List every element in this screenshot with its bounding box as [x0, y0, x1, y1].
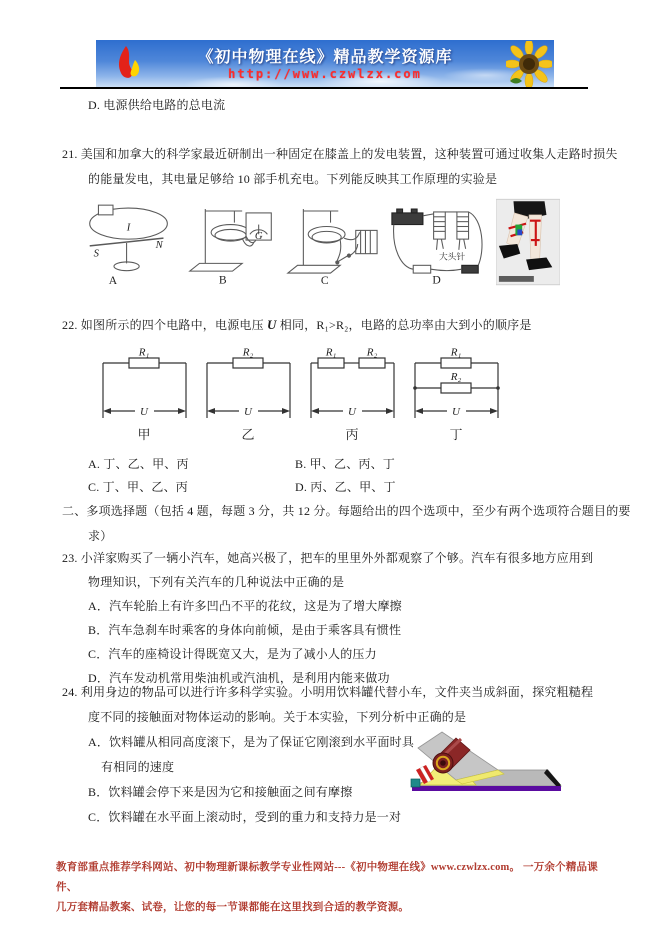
q24-option-b: B．饮料罐会停下来是因为它和接触面之间有摩擦 [88, 785, 353, 799]
figure-21a-oersted-experiment [80, 198, 177, 288]
footer-line-2: 几万套精品教案、试卷，让您的每一节课都能在这里找到合适的教学资源。 [56, 902, 410, 913]
q24-option-a: A．饮料罐从相同高度滚下，是为了保证它刚滚到水平面时具有相同的速度 [88, 735, 415, 774]
q23-option-d: D．汽车发动机常用柴油机或汽油机，是利用内能来做功 [88, 671, 390, 685]
circuit-bing-label: 丙 [345, 427, 359, 442]
pin-label: 大头针 [439, 251, 466, 262]
option-20d: D. 电源供给电路的总电流 [88, 98, 226, 112]
site-logo-icon [110, 43, 148, 83]
question-22-options-row2 [62, 475, 602, 498]
figure-label-d: D [432, 273, 441, 287]
q22-option-b: B. 甲、乙、丙、丁 [295, 457, 396, 471]
figure-label-c: C [320, 273, 329, 287]
circuit-yi [200, 348, 297, 444]
question-23-stem: 23. 小洋家购买了一辆小汽车，她高兴极了，把车的里里外外都观察了个够。汽车有很多地方应用到物理知识，下列有关汽车的几种说法中正确的是 [62, 551, 594, 589]
section-2-heading: 二、多项选择题（包括 4 题，每题 3 分，共 12 分。每题给出的四个选项中，至少有两个选项符合题目的要求） [62, 504, 631, 543]
knee-generator-photo [496, 198, 560, 288]
question-23 [62, 546, 602, 690]
site-banner [96, 40, 554, 87]
circuit-bing-u-label: U [348, 406, 356, 418]
q22-voltage-symbol: U [267, 317, 277, 332]
figure-label-a: A [108, 273, 118, 287]
figure-21c-coil-battery [282, 198, 383, 288]
question-24-stem: 24. 利用身边的物品可以进行许多科学实验。小明用饮料罐代替小车，文件夹当成斜面，探究粗糙程度不同的接触面对物体运动的影响。关于本实验，下列分析中正确的是 [62, 685, 594, 724]
q22-option-d: D. 丙、乙、甲、丁 [295, 480, 396, 494]
banner-title: 《初中物理在线》精品教学资源库 [197, 48, 453, 66]
circuit-ding [408, 348, 505, 444]
current-label: I [126, 221, 131, 234]
figure-21b-coil-galvanometer [182, 198, 277, 288]
circuit-ding-r2-label: R₂ [450, 371, 462, 383]
q23-option-b: B．汽车急刹车时乘客的身体向前倾，是由于乘客具有惯性 [88, 623, 402, 637]
circuit-jia-label: 甲 [137, 427, 151, 442]
question-22-options-row1 [62, 452, 602, 475]
header-divider [60, 87, 588, 89]
needle-n-label: N [155, 238, 163, 251]
galvanometer-label: G [254, 230, 263, 243]
q22-option-a: A. 丁、乙、甲、丙 [88, 457, 189, 471]
q24-option-c: C．饮料罐在水平面上滚动时，受到的重力和支持力是一对 [88, 810, 402, 824]
circuit-jia-u-label: U [140, 406, 148, 418]
question-21-figures [80, 196, 560, 288]
circuit-ding-label: 丁 [449, 427, 463, 442]
q22-stem-pre: 22. 如图所示的四个电路中，电源电压 [62, 318, 268, 332]
circuit-bing-r2-label: R₂ [366, 348, 378, 359]
question-22-stem [62, 312, 628, 338]
circuit-jia-r1-label: R₁ [138, 348, 150, 359]
q23-option-a: A．汽车轮胎上有许多凹凸不平的花纹，这是为了增大摩擦 [88, 599, 402, 613]
q22-option-c: C. 丁、甲、乙、丙 [88, 480, 189, 494]
sunflower-icon [506, 41, 552, 87]
footer-line-1: 教育部重点推荐学科网站、初中物理新课标教学专业性网站---《初中物理在线》www.czwlzx.com。 一万余个精品课件、 [56, 862, 598, 893]
incline-experiment-image [398, 724, 563, 810]
circuit-bing-r1-label: R₁ [325, 348, 337, 359]
circuit-bing [304, 348, 401, 444]
needle-s-label: S [93, 247, 99, 260]
q23-option-c: C．汽车的座椅设计得既宽又大，是为了减小人的压力 [88, 647, 377, 661]
circuit-yi-label: 乙 [241, 427, 255, 442]
q22-stem-post: 相同，R₁>R₂，电路的总功率由大到小的顺序是 [276, 318, 532, 332]
circuit-jia [96, 348, 193, 444]
circuit-ding-r1-label: R₁ [450, 348, 462, 359]
banner-url: http://www.czwlzx.com [228, 66, 422, 81]
circuit-ding-u-label: U [452, 406, 460, 418]
question-21-stem: 21. 美国和加拿大的科学家最近研制出一种固定在膝盖上的发电装置，这种装置可通过收集人走路时损失的能量发电，其电量足够给 10 部手机充电。下列能反映其工作原理的实验是 [62, 147, 618, 186]
question-22-circuits [96, 348, 505, 444]
figure-21d-electromagnet-pins [388, 198, 491, 288]
circuit-yi-r2-label: R₂ [242, 348, 254, 359]
circuit-yi-u-label: U [244, 406, 252, 418]
figure-label-b: B [218, 273, 227, 287]
page-footer [56, 858, 606, 918]
